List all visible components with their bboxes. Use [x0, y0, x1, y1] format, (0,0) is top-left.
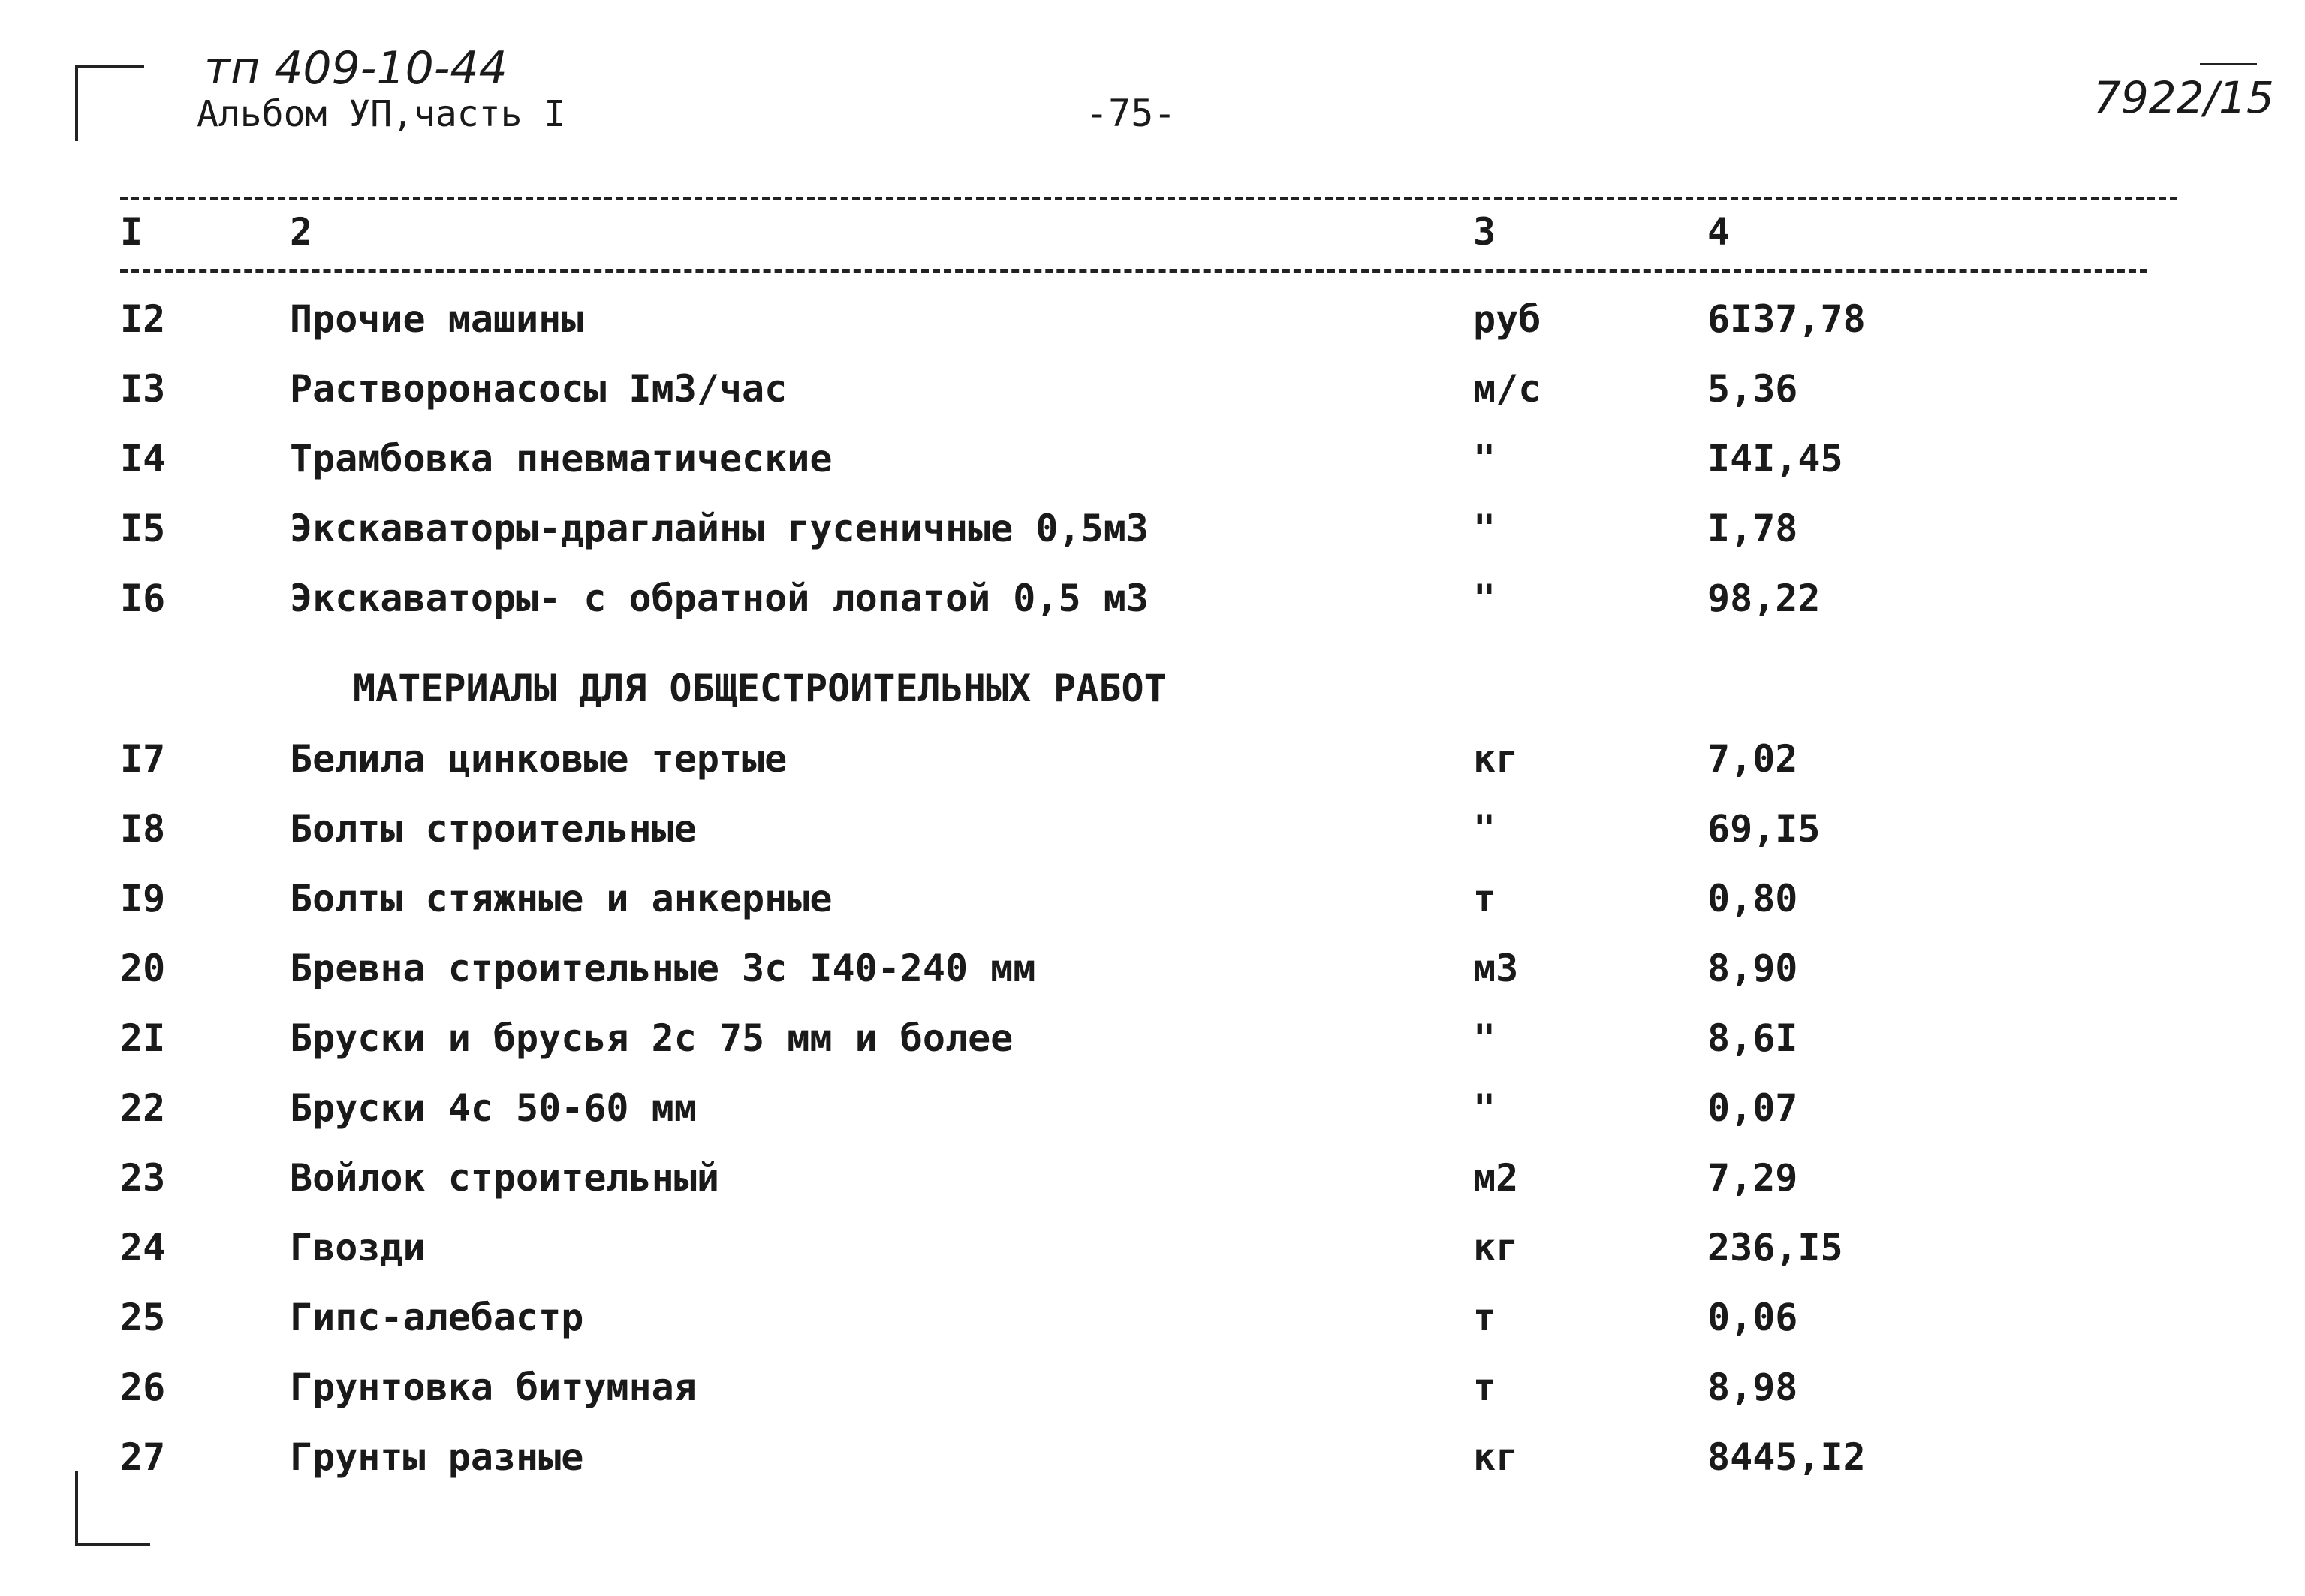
row-value: 8,90: [1707, 947, 1798, 990]
row-unit: т: [1473, 1296, 1496, 1339]
page-number: -75-: [1086, 92, 1177, 135]
row-name: Белила цинковые тертые: [290, 737, 788, 781]
row-value: 0,07: [1707, 1086, 1798, 1130]
table-header-rule: [120, 269, 2147, 273]
row-value: 69,I5: [1707, 807, 1821, 851]
row-number: 23: [120, 1156, 166, 1200]
row-unit: ": [1473, 807, 1496, 851]
row-number: 25: [120, 1296, 166, 1339]
row-number: 2I: [120, 1016, 166, 1060]
table-top-rule: [120, 197, 2177, 200]
row-number: 22: [120, 1086, 166, 1130]
row-number: I2: [120, 297, 166, 341]
section-title: МАТЕРИАЛЫ ДЛЯ ОБЩЕСТРОИТЕЛЬНЫХ РАБОТ: [353, 667, 1167, 710]
row-unit: т: [1473, 1366, 1496, 1409]
row-name: Грунты разные: [290, 1435, 584, 1479]
column-header-1: I: [120, 210, 143, 254]
corner-mark-top-left-horizontal: [75, 65, 144, 68]
row-unit: ": [1473, 507, 1496, 550]
row-value: 8445,I2: [1707, 1435, 1866, 1479]
column-header-2: 2: [290, 210, 313, 254]
corner-mark-bottom-left-vertical: [75, 1471, 78, 1546]
row-unit: т: [1473, 877, 1496, 920]
row-value: 8,98: [1707, 1366, 1798, 1409]
row-value: 5,36: [1707, 367, 1798, 411]
row-value: 236,I5: [1707, 1226, 1843, 1269]
row-unit: ": [1473, 437, 1496, 480]
column-header-4: 4: [1707, 210, 1731, 254]
row-unit: руб: [1473, 297, 1541, 341]
row-value: I,78: [1707, 507, 1798, 550]
row-name: Растворонасосы IмЗ/час: [290, 367, 788, 411]
row-name: Прочие машины: [290, 297, 584, 341]
row-number: I3: [120, 367, 166, 411]
row-name: Гвозди: [290, 1226, 426, 1269]
row-unit: м/с: [1473, 367, 1541, 411]
row-name: Грунтовка битумная: [290, 1366, 697, 1409]
row-value: 7,02: [1707, 737, 1798, 781]
row-value: 98,22: [1707, 577, 1821, 620]
row-unit: кг: [1473, 1226, 1519, 1269]
row-name: Бревна строительные Зс I40-240 мм: [290, 947, 1036, 990]
row-value: 7,29: [1707, 1156, 1798, 1200]
row-unit: м2: [1473, 1156, 1519, 1200]
row-unit: кг: [1473, 737, 1519, 781]
document-code: тп 409-10-44: [204, 42, 508, 95]
row-name: Экскаваторы-драглайны гусеничные 0,5мЗ: [290, 507, 1149, 550]
row-number: 24: [120, 1226, 166, 1269]
row-value: 8,6I: [1707, 1016, 1798, 1060]
corner-mark-top-right: [2200, 63, 2257, 65]
row-value: 0,06: [1707, 1296, 1798, 1339]
row-name: Бруски и брусья 2с 75 мм и более: [290, 1016, 1014, 1060]
album-caption: Альбом УП,часть I: [197, 93, 566, 135]
row-unit: ": [1473, 1016, 1496, 1060]
row-number: I4: [120, 437, 166, 480]
row-number: 20: [120, 947, 166, 990]
row-number: I5: [120, 507, 166, 550]
row-unit: ": [1473, 1086, 1496, 1130]
row-value: I4I,45: [1707, 437, 1843, 480]
row-number: 26: [120, 1366, 166, 1409]
row-name: Гипс-алебастр: [290, 1296, 584, 1339]
row-unit: кг: [1473, 1435, 1519, 1479]
row-value: 0,80: [1707, 877, 1798, 920]
row-name: Болты строительные: [290, 807, 697, 851]
row-unit: ": [1473, 577, 1496, 620]
row-name: Болты стяжные и анкерные: [290, 877, 833, 920]
column-header-3: 3: [1473, 210, 1496, 254]
row-name: Трамбовка пневматические: [290, 437, 833, 480]
row-name: Бруски 4с 50-60 мм: [290, 1086, 697, 1130]
corner-mark-bottom-left-horizontal: [75, 1543, 150, 1546]
row-name: Войлок строительный: [290, 1156, 719, 1200]
row-number: 27: [120, 1435, 166, 1479]
row-number: I6: [120, 577, 166, 620]
row-unit: мЗ: [1473, 947, 1519, 990]
row-name: Экскаваторы- с обратной лопатой 0,5 мЗ: [290, 577, 1149, 620]
row-value: 6I37,78: [1707, 297, 1866, 341]
sheet-stamp: 7922/15: [2093, 72, 2274, 123]
row-number: I9: [120, 877, 166, 920]
corner-mark-top-left-vertical: [75, 65, 78, 141]
row-number: I7: [120, 737, 166, 781]
row-number: I8: [120, 807, 166, 851]
